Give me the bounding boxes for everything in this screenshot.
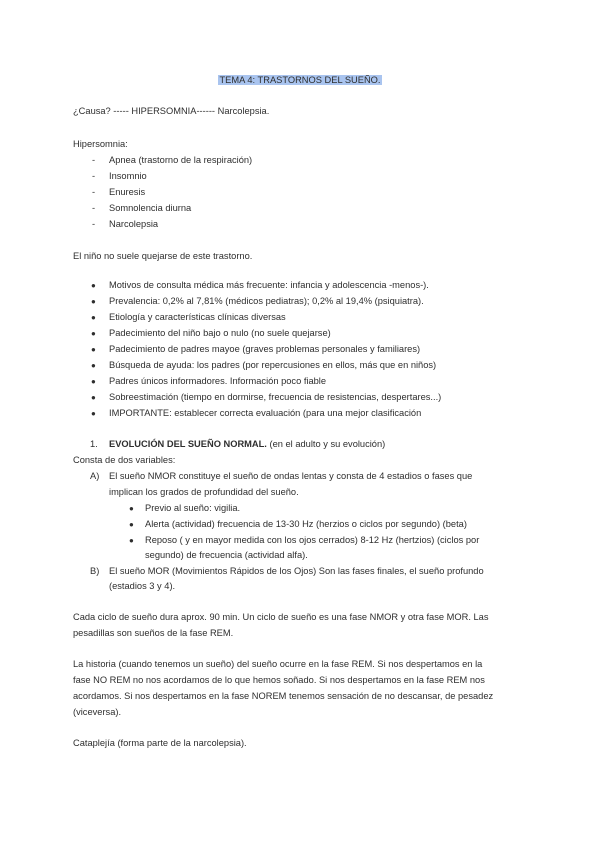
dash-marker: - (92, 187, 96, 197)
child-note: El niño no suele quejarse de este trastorno. (73, 251, 253, 261)
hipersomnia-item: Narcolepsia (109, 219, 159, 229)
sub-bullet-marker: ● (129, 536, 134, 545)
hipersomnia-item: Enuresis (109, 187, 146, 197)
section-subtitle: (en el adulto y su evolución) (269, 439, 386, 449)
bullet-item: Búsqueda de ayuda: los padres (por repercusiones en ellos, más que en niños) (109, 360, 437, 370)
variable-b-text: El sueño MOR (Movimientos Rápidos de los Ojos) Son las fases finales, el sueño profundo (109, 566, 484, 576)
bullet-item: IMPORTANTE: establecer correcta evaluación (para una mejor clasificación (109, 408, 422, 418)
paragraph-line: pesadillas son sueños de la fase REM. (73, 628, 234, 638)
bullet-item: Sobreestimación (tiempo en dormirse, frecuencia de resistencias, despertares...) (109, 392, 442, 402)
bullet-marker: ● (91, 313, 96, 322)
paragraph-line: (viceversa). (73, 707, 122, 717)
bullet-marker: ● (91, 393, 96, 402)
variable-a-marker: A) (90, 471, 100, 481)
variable-a-text: El sueño NMOR constituye el sueño de ondas lentas y consta de 4 estadios o fases que (109, 471, 473, 481)
paragraph-line: fase NO REM no nos acordamos de lo que hemos soñado. Si nos despertamos en la fase REM nos (73, 675, 485, 685)
cataplejia-line: Cataplejía (forma parte de la narcolepsia). (73, 738, 247, 748)
dash-marker: - (92, 203, 96, 213)
variable-b-marker: B) (90, 566, 100, 576)
dash-marker: - (92, 155, 96, 165)
consta-line: Consta de dos variables: (73, 455, 176, 465)
hipersomnia-item: Apnea (trastorno de la respiración) (109, 155, 253, 165)
bullet-item: Motivos de consulta médica más frecuente: infancia y adolescencia -menos-). (109, 280, 429, 290)
bullet-marker: ● (91, 361, 96, 370)
bullet-marker: ● (91, 297, 96, 306)
sub-bullet-marker: ● (129, 504, 134, 513)
bullet-marker: ● (91, 409, 96, 418)
sub-bullet-marker: ● (129, 520, 134, 529)
sub-bullet-item: segundo) de frecuencia (actividad alfa). (145, 550, 308, 560)
bullet-marker: ● (91, 281, 96, 290)
variable-b-text: (estadios 3 y 4). (109, 581, 176, 591)
variable-a-text: implican los grados de profundidad del sueño. (109, 487, 299, 497)
bullet-item: Etiología y características clínicas diversas (109, 312, 286, 322)
title-highlight: TEMA 4: TRASTORNOS DEL SUEÑO. (219, 75, 381, 85)
sub-bullet-item: Alerta (actividad) frecuencia de 13-30 Hz (herzios o ciclos por segundo) (beta) (145, 519, 467, 529)
bullet-item: Padecimiento de padres mayoe (graves problemas personales y familiares) (109, 344, 421, 354)
hipersomnia-item: Insomnio (109, 171, 147, 181)
section-number: 1. (90, 439, 98, 449)
sub-bullet-item: Previo al sueño: vigilia. (145, 503, 241, 513)
paragraph-line: acordamos. Si nos despertamos en la fase NOREM tenemos sensación de no descansar, de pesadez (73, 691, 494, 701)
hipersomnia-item: Somnolencia diurna (109, 203, 192, 213)
paragraph-line: La historia (cuando tenemos un sueño) del sueño ocurre en la fase REM. Si nos despertamos en la (73, 659, 483, 669)
hipersomnia-heading: Hipersomnia: (73, 139, 128, 149)
section-heading-line (109, 438, 385, 450)
bullet-marker: ● (91, 377, 96, 386)
bullet-item: Prevalencia: 0,2% al 7,81% (médicos pediatras); 0,2% al 19,4% (psiquiatra). (109, 296, 424, 306)
bullet-marker: ● (91, 345, 96, 354)
dash-marker: - (92, 219, 96, 229)
bullet-item: Padres únicos informadores. Información poco fiable (109, 376, 327, 386)
bullet-item: Padecimiento del niño bajo o nulo (no suele quejarse) (109, 328, 331, 338)
sub-bullet-item: Reposo ( y en mayor medida con los ojos cerrados) 8-12 Hz (hertzios) (ciclos por (145, 535, 480, 545)
section-heading: EVOLUCIÓN DEL SUEÑO NORMAL. (109, 439, 267, 449)
bullet-marker: ● (91, 329, 96, 338)
intro-line: ¿Causa? ----- HIPERSOMNIA------ Narcolepsia. (73, 106, 270, 116)
dash-marker: - (92, 171, 96, 181)
document-title (0, 74, 600, 86)
paragraph-line: Cada ciclo de sueño dura aprox. 90 min. Un ciclo de sueño es una fase NMOR y otra fase MOR. Las (73, 612, 489, 622)
